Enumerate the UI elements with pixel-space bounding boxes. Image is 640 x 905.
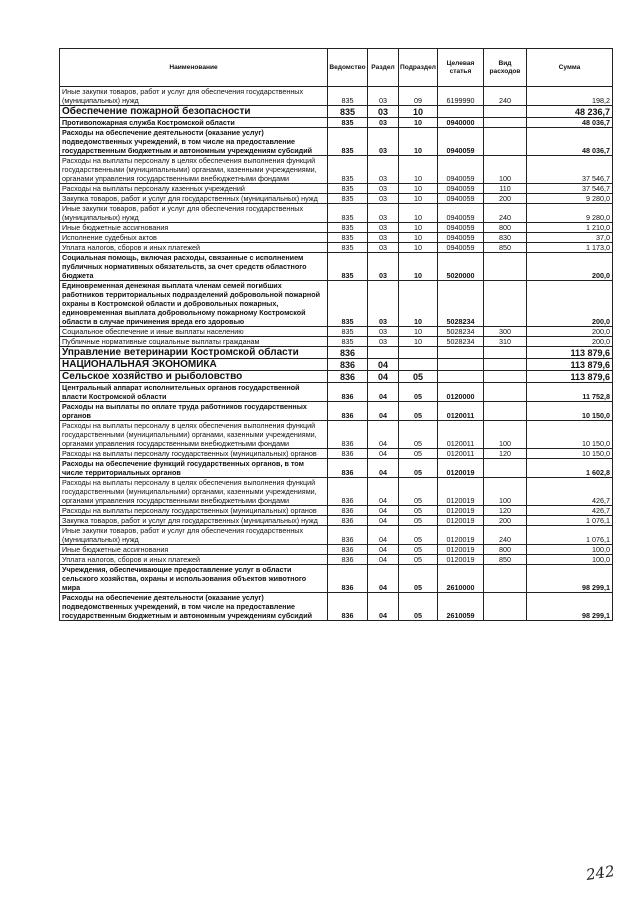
table-row (60, 233, 613, 243)
cell-dept: 836 (328, 359, 368, 371)
cell-sum: 98 299,1 (527, 593, 613, 621)
cell-dept: 835 (328, 253, 368, 281)
cell-target: 0120019 (438, 526, 484, 545)
cell-subsection: 05 (399, 371, 438, 383)
budget-table (59, 48, 613, 621)
cell-name: Сельское хозяйство и рыболовство (60, 371, 328, 383)
cell-target: 0940059 (438, 194, 484, 204)
cell-section: 03 (368, 118, 399, 128)
header-dept: Ведомство (328, 49, 368, 87)
cell-section: 03 (368, 253, 399, 281)
cell-target: 0940059 (438, 243, 484, 253)
cell-name: Расходы на обеспечение деятельности (оказание услуг) подведомственных учреждений, в том числе на предоставление государственным бюджетным и автономным учреждениям субсидий (60, 593, 328, 621)
table-row (60, 383, 613, 402)
cell-sum: 37,0 (527, 233, 613, 243)
cell-exp-type: 300 (484, 327, 527, 337)
cell-section: 03 (368, 337, 399, 347)
cell-target: 0120019 (438, 516, 484, 526)
cell-dept: 836 (328, 555, 368, 565)
cell-exp-type (484, 106, 527, 118)
cell-name: НАЦИОНАЛЬНАЯ ЭКОНОМИКА (60, 359, 328, 371)
cell-name: Управление ветеринарии Костромской области (60, 347, 328, 359)
cell-subsection: 10 (399, 337, 438, 347)
cell-section: 04 (368, 565, 399, 593)
cell-sum: 48 036,7 (527, 118, 613, 128)
cell-dept: 835 (328, 184, 368, 194)
table-row (60, 156, 613, 184)
cell-name: Расходы на выплаты персоналу казенных учреждений (60, 184, 328, 194)
cell-section: 04 (368, 449, 399, 459)
header-name: Наименование (60, 49, 328, 87)
cell-section: 03 (368, 223, 399, 233)
cell-target: 2610059 (438, 593, 484, 621)
table-row (60, 253, 613, 281)
cell-exp-type: 850 (484, 555, 527, 565)
cell-subsection: 05 (399, 459, 438, 478)
cell-exp-type: 200 (484, 516, 527, 526)
table-body (60, 87, 613, 621)
cell-section: 04 (368, 459, 399, 478)
cell-subsection (399, 347, 438, 359)
cell-name: Расходы на обеспечение деятельности (оказание услуг) подведомственных учреждений, в том числе на предоставление государственным бюджетным и автономным учреждениям субсидий (60, 128, 328, 156)
table-row (60, 359, 613, 371)
cell-name: Расходы на выплаты персоналу государственных (муниципальных) органов (60, 449, 328, 459)
cell-target: 2610000 (438, 565, 484, 593)
cell-dept: 836 (328, 371, 368, 383)
cell-sum: 200,0 (527, 253, 613, 281)
table-row (60, 421, 613, 449)
cell-exp-type: 100 (484, 421, 527, 449)
cell-target: 0120000 (438, 383, 484, 402)
cell-name: Иные закупки товаров, работ и услуг для обеспечения государственных (муниципальных) нужд (60, 526, 328, 545)
cell-name: Уплата налогов, сборов и иных платежей (60, 555, 328, 565)
cell-section: 04 (368, 402, 399, 421)
cell-section: 03 (368, 184, 399, 194)
cell-name: Единовременная денежная выплата членам семей погибших работников территориальных подразделений добровольной пожарной охраны в Костромской области и добровольных пожарных, единовременная выплата добровольному пожарному Костромской области в случае причинения вреда его здоровью (60, 281, 328, 327)
cell-subsection: 05 (399, 478, 438, 506)
table-row (60, 204, 613, 223)
table-row (60, 371, 613, 383)
cell-sum: 9 280,0 (527, 204, 613, 223)
cell-subsection: 05 (399, 449, 438, 459)
cell-section: 04 (368, 359, 399, 371)
cell-target: 0940059 (438, 128, 484, 156)
cell-target (438, 371, 484, 383)
table-row (60, 184, 613, 194)
table-row (60, 128, 613, 156)
cell-sum: 37 546,7 (527, 184, 613, 194)
cell-name: Обеспечение пожарной безопасности (60, 106, 328, 118)
cell-subsection: 05 (399, 516, 438, 526)
cell-name: Иные бюджетные ассигнования (60, 545, 328, 555)
cell-target: 6199990 (438, 87, 484, 106)
cell-subsection: 10 (399, 243, 438, 253)
cell-dept: 835 (328, 194, 368, 204)
cell-dept: 835 (328, 128, 368, 156)
cell-target (438, 347, 484, 359)
cell-section: 04 (368, 555, 399, 565)
cell-exp-type (484, 253, 527, 281)
cell-section: 04 (368, 526, 399, 545)
cell-exp-type (484, 281, 527, 327)
cell-name: Расходы на выплаты по оплате труда работников государственных органов (60, 402, 328, 421)
cell-subsection: 09 (399, 87, 438, 106)
cell-section: 03 (368, 243, 399, 253)
header-sum: Сумма (527, 49, 613, 87)
cell-dept: 836 (328, 383, 368, 402)
cell-section (368, 347, 399, 359)
cell-sum: 1 173,0 (527, 243, 613, 253)
cell-name: Учреждения, обеспечивающие предоставление услуг в области сельского хозяйства, охраны и использования объектов животного мира (60, 565, 328, 593)
table-row (60, 347, 613, 359)
cell-section: 04 (368, 478, 399, 506)
cell-name: Уплата налогов, сборов и иных платежей (60, 243, 328, 253)
cell-target: 0940059 (438, 204, 484, 223)
cell-sum: 100,0 (527, 545, 613, 555)
table-row (60, 243, 613, 253)
header-exp-type: Вид расходов (484, 49, 527, 87)
cell-name: Иные бюджетные ассигнования (60, 223, 328, 233)
cell-dept: 836 (328, 565, 368, 593)
cell-dept: 835 (328, 156, 368, 184)
cell-sum: 426,7 (527, 478, 613, 506)
cell-subsection: 05 (399, 402, 438, 421)
cell-exp-type: 800 (484, 545, 527, 555)
cell-target: 0120011 (438, 421, 484, 449)
cell-subsection: 10 (399, 184, 438, 194)
cell-section: 04 (368, 421, 399, 449)
cell-name: Социальная помощь, включая расходы, связанные с исполнением публичных нормативных обязательств, за счет средств областного бюджета (60, 253, 328, 281)
cell-exp-type (484, 347, 527, 359)
cell-sum: 48 036,7 (527, 128, 613, 156)
cell-exp-type: 800 (484, 223, 527, 233)
cell-subsection: 10 (399, 223, 438, 233)
cell-subsection (399, 359, 438, 371)
cell-name: Социальное обеспечение и иные выплаты населению (60, 327, 328, 337)
cell-name: Закупка товаров, работ и услуг для государственных (муниципальных) нужд (60, 194, 328, 204)
cell-exp-type (484, 402, 527, 421)
cell-exp-type: 110 (484, 184, 527, 194)
table-row (60, 87, 613, 106)
cell-section: 04 (368, 506, 399, 516)
cell-dept: 835 (328, 337, 368, 347)
table-row (60, 555, 613, 565)
cell-target: 0940059 (438, 233, 484, 243)
cell-section: 03 (368, 327, 399, 337)
table-row (60, 506, 613, 516)
cell-exp-type: 240 (484, 87, 527, 106)
cell-exp-type: 830 (484, 233, 527, 243)
cell-name: Расходы на выплаты персоналу в целях обеспечения выполнения функций государственными (муниципальными) органами, казенными учреждениями, органами управления государственными внебюджетными фондами (60, 156, 328, 184)
cell-exp-type (484, 459, 527, 478)
cell-exp-type (484, 565, 527, 593)
cell-subsection: 05 (399, 565, 438, 593)
cell-section: 04 (368, 383, 399, 402)
cell-target: 0120011 (438, 402, 484, 421)
cell-sum: 113 879,6 (527, 359, 613, 371)
cell-section: 04 (368, 371, 399, 383)
table-row (60, 459, 613, 478)
cell-dept: 835 (328, 106, 368, 118)
cell-name: Исполнение судебных актов (60, 233, 328, 243)
cell-dept: 835 (328, 281, 368, 327)
cell-subsection: 10 (399, 233, 438, 243)
cell-sum: 9 280,0 (527, 194, 613, 204)
cell-dept: 836 (328, 347, 368, 359)
cell-target: 0120019 (438, 555, 484, 565)
cell-target: 0120011 (438, 449, 484, 459)
cell-name: Расходы на обеспечение функций государственных органов, в том числе территориальных органов (60, 459, 328, 478)
cell-target: 0940059 (438, 223, 484, 233)
cell-dept: 835 (328, 233, 368, 243)
cell-sum: 10 150,0 (527, 402, 613, 421)
cell-target: 0120019 (438, 459, 484, 478)
cell-subsection: 10 (399, 118, 438, 128)
cell-section: 03 (368, 128, 399, 156)
cell-subsection: 10 (399, 194, 438, 204)
cell-sum: 1 076,1 (527, 526, 613, 545)
cell-subsection: 10 (399, 281, 438, 327)
cell-dept: 836 (328, 402, 368, 421)
cell-section: 03 (368, 281, 399, 327)
cell-target: 5028234 (438, 281, 484, 327)
cell-exp-type (484, 383, 527, 402)
cell-name: Расходы на выплаты персоналу в целях обеспечения выполнения функций государственными (муниципальными) органами, казенными учреждениями, органами управления государственными внебюджетными фондами (60, 478, 328, 506)
cell-dept: 835 (328, 204, 368, 223)
table-row (60, 223, 613, 233)
cell-sum: 10 150,0 (527, 421, 613, 449)
cell-section: 03 (368, 106, 399, 118)
table-row (60, 337, 613, 347)
table-row (60, 106, 613, 118)
cell-dept: 835 (328, 118, 368, 128)
cell-target: 0940059 (438, 156, 484, 184)
cell-subsection: 10 (399, 204, 438, 223)
table-row (60, 593, 613, 621)
cell-target: 5028234 (438, 327, 484, 337)
cell-section: 03 (368, 204, 399, 223)
cell-exp-type: 120 (484, 449, 527, 459)
table-row (60, 565, 613, 593)
cell-sum: 426,7 (527, 506, 613, 516)
cell-sum: 10 150,0 (527, 449, 613, 459)
table-row (60, 194, 613, 204)
cell-sum: 1 076,1 (527, 516, 613, 526)
cell-sum: 11 752,8 (527, 383, 613, 402)
cell-exp-type: 200 (484, 194, 527, 204)
table-row (60, 516, 613, 526)
cell-target: 0120019 (438, 545, 484, 555)
cell-section: 04 (368, 545, 399, 555)
cell-sum: 113 879,6 (527, 347, 613, 359)
cell-dept: 836 (328, 459, 368, 478)
cell-sum: 113 879,6 (527, 371, 613, 383)
cell-subsection: 05 (399, 421, 438, 449)
cell-subsection: 10 (399, 327, 438, 337)
cell-dept: 835 (328, 243, 368, 253)
cell-name: Иные закупки товаров, работ и услуг для обеспечения государственных (муниципальных) нужд (60, 204, 328, 223)
table-row (60, 118, 613, 128)
cell-section: 04 (368, 516, 399, 526)
cell-sum: 37 546,7 (527, 156, 613, 184)
cell-subsection: 05 (399, 555, 438, 565)
cell-subsection: 10 (399, 253, 438, 281)
table-row (60, 526, 613, 545)
table-header-row (60, 49, 613, 87)
cell-subsection: 05 (399, 383, 438, 402)
cell-exp-type (484, 359, 527, 371)
cell-subsection: 05 (399, 593, 438, 621)
table-row (60, 478, 613, 506)
cell-subsection: 10 (399, 156, 438, 184)
cell-exp-type (484, 118, 527, 128)
cell-dept: 836 (328, 478, 368, 506)
cell-target (438, 359, 484, 371)
cell-dept: 835 (328, 223, 368, 233)
table-row (60, 402, 613, 421)
cell-name: Противопожарная служба Костромской области (60, 118, 328, 128)
cell-target: 0940000 (438, 118, 484, 128)
cell-dept: 836 (328, 449, 368, 459)
cell-exp-type: 850 (484, 243, 527, 253)
cell-subsection: 05 (399, 526, 438, 545)
cell-target: 0940059 (438, 184, 484, 194)
page-number: 242 (584, 862, 616, 884)
cell-exp-type: 100 (484, 156, 527, 184)
cell-target: 0120019 (438, 478, 484, 506)
table-row (60, 545, 613, 555)
cell-target: 5028234 (438, 337, 484, 347)
table-row (60, 281, 613, 327)
cell-dept: 836 (328, 593, 368, 621)
cell-section: 03 (368, 87, 399, 106)
cell-name: Иные закупки товаров, работ и услуг для обеспечения государственных (муниципальных) нужд (60, 87, 328, 106)
cell-sum: 100,0 (527, 555, 613, 565)
budget-page (59, 48, 612, 621)
cell-subsection: 10 (399, 128, 438, 156)
cell-dept: 835 (328, 327, 368, 337)
cell-sum: 98 299,1 (527, 565, 613, 593)
cell-section: 03 (368, 194, 399, 204)
cell-dept: 836 (328, 545, 368, 555)
cell-exp-type: 240 (484, 526, 527, 545)
cell-dept: 836 (328, 421, 368, 449)
cell-section: 03 (368, 233, 399, 243)
table-row (60, 449, 613, 459)
cell-name: Расходы на выплаты персоналу в целях обеспечения выполнения функций государственными (муниципальными) органами, казенными учреждениями, органами управления государственными внебюджетными фондами (60, 421, 328, 449)
cell-target: 5020000 (438, 253, 484, 281)
cell-sum: 48 236,7 (527, 106, 613, 118)
header-subsection: Подраздел (399, 49, 438, 87)
cell-exp-type (484, 593, 527, 621)
cell-subsection: 05 (399, 506, 438, 516)
cell-sum: 198,2 (527, 87, 613, 106)
cell-dept: 835 (328, 87, 368, 106)
header-section: Раздел (368, 49, 399, 87)
header-target: Целевая статья (438, 49, 484, 87)
table-row (60, 327, 613, 337)
cell-sum: 1 602,8 (527, 459, 613, 478)
cell-name: Расходы на выплаты персоналу государственных (муниципальных) органов (60, 506, 328, 516)
cell-exp-type: 310 (484, 337, 527, 347)
cell-exp-type (484, 371, 527, 383)
cell-section: 04 (368, 593, 399, 621)
cell-sum: 200,0 (527, 337, 613, 347)
cell-dept: 836 (328, 506, 368, 516)
cell-name: Публичные нормативные социальные выплаты гражданам (60, 337, 328, 347)
cell-subsection: 05 (399, 545, 438, 555)
cell-subsection: 10 (399, 106, 438, 118)
cell-target (438, 106, 484, 118)
cell-dept: 836 (328, 526, 368, 545)
cell-sum: 200,0 (527, 327, 613, 337)
cell-section: 03 (368, 156, 399, 184)
cell-exp-type: 120 (484, 506, 527, 516)
cell-sum: 1 210,0 (527, 223, 613, 233)
cell-target: 0120019 (438, 506, 484, 516)
cell-dept: 836 (328, 516, 368, 526)
cell-name: Закупка товаров, работ и услуг для государственных (муниципальных) нужд (60, 516, 328, 526)
cell-exp-type: 240 (484, 204, 527, 223)
cell-exp-type: 100 (484, 478, 527, 506)
cell-exp-type (484, 128, 527, 156)
cell-sum: 200,0 (527, 281, 613, 327)
cell-name: Центральный аппарат исполнительных органов государственной власти Костромской области (60, 383, 328, 402)
